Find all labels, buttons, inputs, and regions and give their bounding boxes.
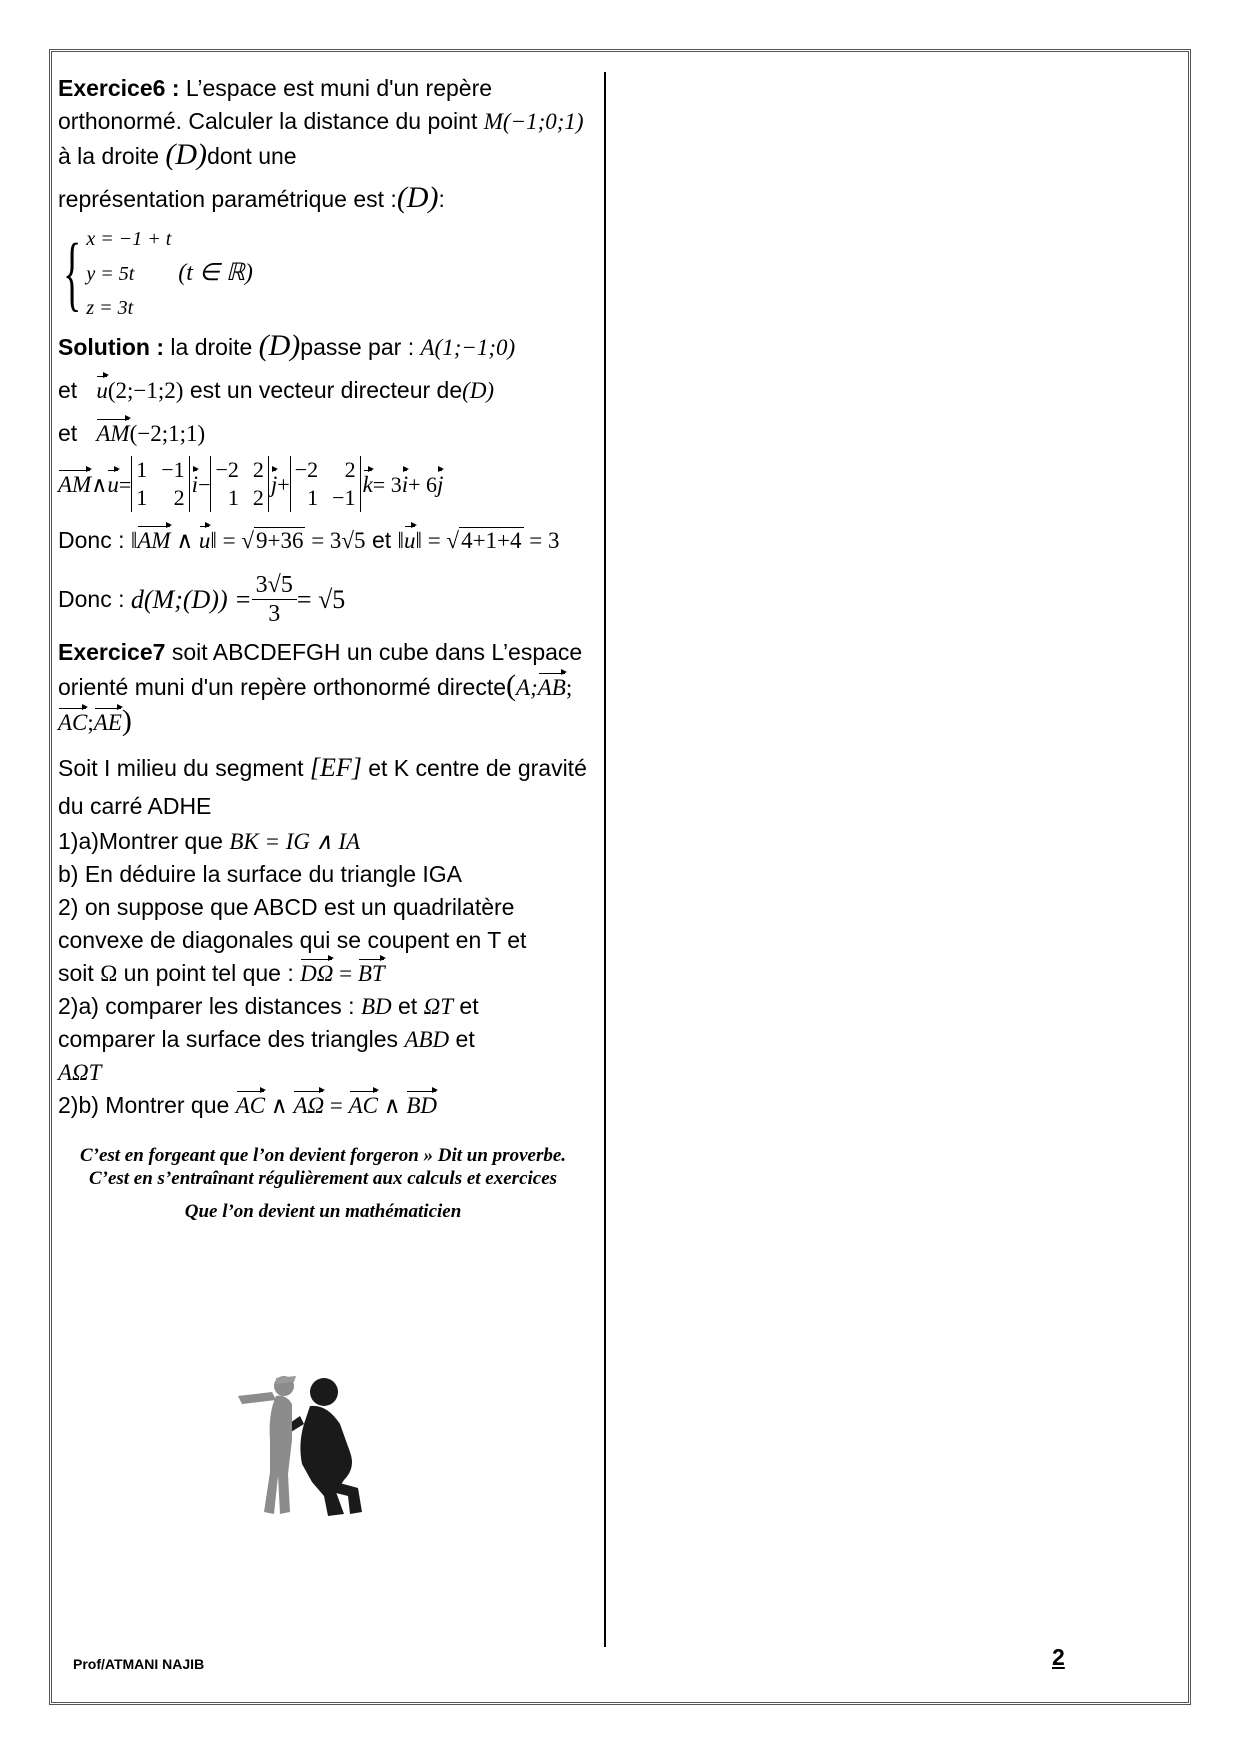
page-number: 2 — [1052, 1644, 1065, 1670]
brace: { — [63, 226, 82, 320]
point-M: M(−1;0;1) — [483, 109, 584, 134]
ex7-q2-omega: soit Ω un point tel que : DΩ = BT — [58, 957, 588, 990]
line-D: (D) — [165, 138, 208, 171]
sys-z: z = 3t — [86, 297, 134, 319]
sys-x: x = −1 + t — [86, 228, 172, 250]
cross-product-line: AM ∧ u = 1 −1 1 2 i − −2 2 1 2 j + −2 2 1 −1 k = 3 i + 6 j — [58, 457, 444, 510]
det-3: −2 2 1 −1 — [290, 456, 361, 512]
ex7-q1b: b) En déduire la surface du triangle IGA — [58, 861, 463, 887]
det-1: 1 −1 1 2 — [131, 456, 189, 512]
left-column — [58, 72, 588, 1223]
sys-y: y = 5t (t ∈ ℝ) — [86, 260, 253, 286]
solution-line2: et u(2;−1;2) est un vecteur directeur de(D) — [58, 374, 588, 407]
ex6-statement: Exercice6 : L’espace est muni d'un repère orthonormé. Calculer la distance du point M(−1;0;1) à la droite (D)dont une — [58, 75, 584, 171]
param-system — [58, 222, 588, 325]
det-2: −2 2 1 2 — [210, 456, 268, 512]
distance-fraction: $\frac{3√5}{3}$ — [252, 571, 297, 628]
solution-line3: et AM(−2;1;1) — [58, 417, 588, 450]
norms-line: Donc : ‖AM ∧ u‖ = √9+36 = 3√5 et ‖u‖ = √4+1+4 = 3 — [58, 524, 588, 557]
father-child-silhouette-illustration — [232, 1364, 392, 1524]
ex7-title: Exercice7 — [58, 639, 166, 665]
ex7-q2: 2) on suppose que ABCD est un quadrilatère convexe de diagonales qui se coupent en T et — [58, 894, 527, 953]
quote-line2: C’est en s’entraînant régulièrement aux calculs et exercices — [88, 1168, 558, 1189]
vector-AM: AM — [96, 417, 129, 450]
quote-line3: Que l’on devient un mathématicien — [184, 1201, 462, 1222]
solution-line1: Solution : la droite (D)passe par : A(1;−1;0) — [58, 329, 516, 362]
ex7-midpoint: Soit I milieu du segment [EF] et K centre de gravité du carré ADHE — [58, 753, 587, 819]
ex7-q2b: 2)b) Montrer que AC ∧ AΩ = AC ∧ BD — [58, 1089, 588, 1122]
ex7-q2a: 2)a) comparer les distances : BD et ΩT et comparer la surface des triangles ABD et AΩT — [58, 993, 479, 1085]
vector-u: u — [96, 374, 108, 407]
ex7-statement: Exercice7 soit ABCDEFGH un cube dans L’espace orienté muni d'un repère orthonormé directe(A;AB;AC;AE) — [58, 639, 583, 737]
solution-title: Solution : — [58, 334, 165, 360]
author-footer: Prof/ATMANI NAJIB — [73, 1656, 205, 1672]
ex6-param-intro: représentation paramétrique est :(D): — [58, 181, 445, 214]
distance-line: Donc : d(M;(D)) = $\frac{3√5}{3}$ = √5 — [58, 572, 346, 627]
column-divider — [604, 72, 606, 1647]
quote-line1: C’est en forgeant que l’on devient forgeron » Dit un proverbe. — [79, 1145, 567, 1166]
ex7-q1a: 1)a)Montrer que BK = IG ∧ IA — [58, 828, 361, 854]
ex6-title: Exercice6 : — [58, 75, 180, 101]
quote — [58, 1144, 588, 1223]
point-A: A(1;−1;0) — [420, 335, 516, 360]
